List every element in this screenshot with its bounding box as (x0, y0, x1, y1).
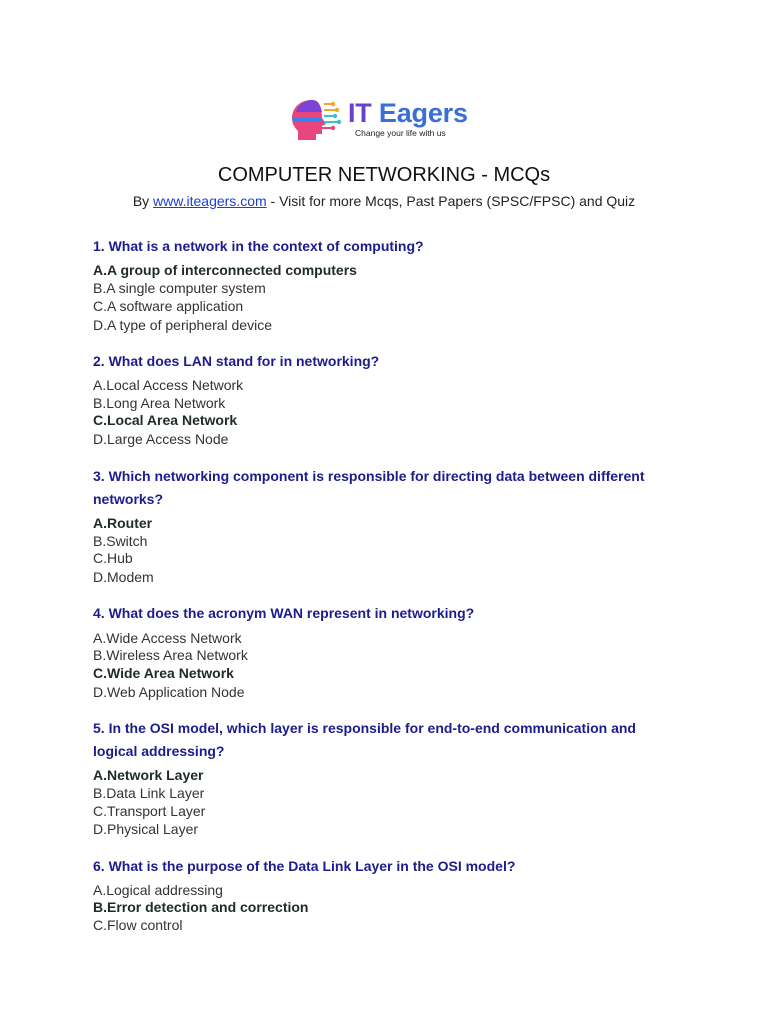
question-2-option-c: C.Local Area Network (93, 412, 238, 428)
question-5-option-d: D.Physical Layer (93, 821, 199, 837)
question-1: 1. What is a network in the context of computing? (93, 238, 424, 254)
question-4-option-a: A.Wide Access Network (93, 630, 242, 646)
question-4-option-c: C.Wide Area Network (93, 665, 234, 681)
question-2: 2. What does LAN stand for in networking? (93, 353, 380, 369)
logo-tagline: Change your life with us (355, 128, 446, 138)
question-3-option-a: A.Router (93, 515, 153, 531)
logo-name (348, 98, 468, 128)
question-4-option-b: B.Wireless Area Network (93, 647, 248, 663)
question-2-option-d: D.Large Access Node (93, 431, 229, 447)
question-2-option-a: A.Local Access Network (93, 377, 244, 393)
site-logo (286, 88, 486, 148)
logo-name-rest: Eagers (371, 98, 468, 128)
question-6-option-c: C.Flow control (93, 917, 183, 933)
byline-prefix: By (132, 193, 154, 209)
question-4-option-d: D.Web Application Node (93, 684, 245, 700)
website-link[interactable]: www.iteagers.com (153, 193, 267, 209)
question-2-option-b: B.Long Area Network (93, 395, 226, 411)
question-1-option-a: A.A group of interconnected computers (93, 262, 357, 278)
byline (0, 192, 768, 210)
question-3-option-d: D.Modem (93, 569, 154, 585)
byline-suffix: - Visit for more Mcqs, Past Papers (SPSC/FPSC) and Quiz (266, 193, 636, 209)
question-5-option-b: B.Data Link Layer (93, 785, 205, 801)
question-3-option-c: C.Hub (93, 550, 133, 566)
page-title: COMPUTER NETWORKING - MCQs (217, 164, 551, 186)
question-6: 6. What is the purpose of the Data Link Layer in the OSI model? (93, 858, 516, 874)
question-6-option-a: A.Logical addressing (93, 882, 223, 898)
question-1-option-d: D.A type of peripheral device (93, 317, 272, 333)
head-circuit-logo-icon (286, 92, 344, 144)
question-5-option-a: A.Network Layer (93, 767, 204, 783)
question-3: 3. Which networking component is responsible for directing data between different networks? (93, 468, 645, 507)
question-1-option-b: B.A single computer system (93, 280, 266, 296)
logo-name-it: IT (348, 98, 372, 128)
question-4: 4. What does the acronym WAN represent in networking? (93, 605, 475, 621)
question-1-option-c: C.A software application (93, 298, 244, 314)
question-6-option-b: B.Error detection and correction (93, 899, 309, 915)
question-5: 5. In the OSI model, which layer is responsible for end-to-end communication and logical addressing? (93, 720, 636, 759)
question-5-option-c: C.Transport Layer (93, 803, 206, 819)
question-3-option-b: B.Switch (93, 533, 148, 549)
